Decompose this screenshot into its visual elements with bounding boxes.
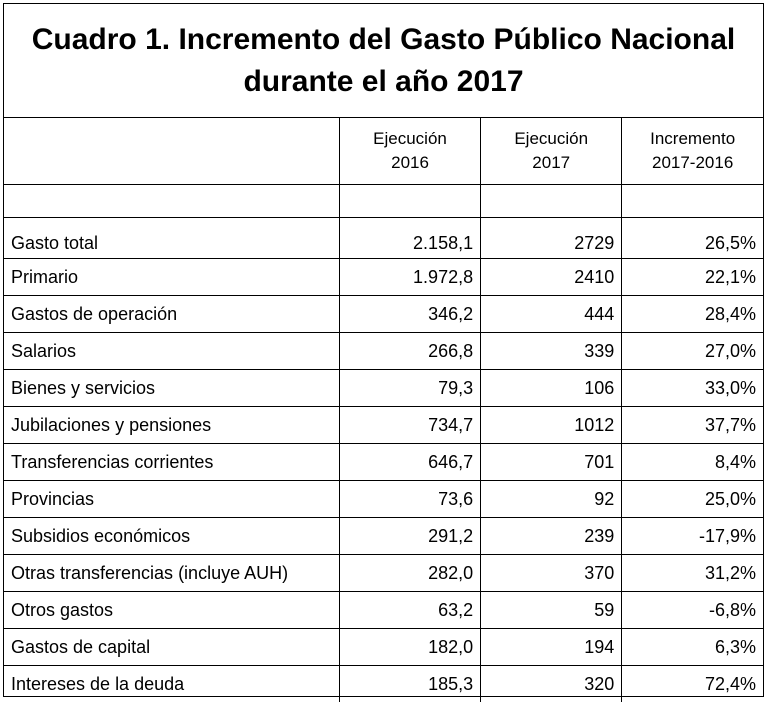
value-2016: 282,0 bbox=[339, 555, 480, 592]
increment-value: 33,0% bbox=[622, 370, 763, 407]
value-2017: 239 bbox=[481, 518, 622, 555]
value-2017: 339 bbox=[481, 333, 622, 370]
value-2017: 2410 bbox=[481, 259, 622, 296]
row-label: Primario bbox=[4, 259, 339, 296]
table-row bbox=[4, 259, 763, 296]
header-ejecucion-2017: Ejecución 2017 bbox=[481, 118, 622, 185]
increment-value: 25,0% bbox=[622, 481, 763, 518]
table-row bbox=[4, 333, 763, 370]
increment-value: -17,9% bbox=[622, 518, 763, 555]
table-title bbox=[4, 4, 763, 118]
table-row bbox=[4, 629, 763, 666]
row-label: Jubilaciones y pensiones bbox=[4, 407, 339, 444]
header-incremento: Incremento 2017-2016 bbox=[622, 118, 763, 185]
table-row bbox=[4, 592, 763, 629]
row-label: Intereses de la deuda bbox=[4, 666, 339, 702]
table-row bbox=[4, 218, 763, 259]
table-row bbox=[4, 407, 763, 444]
increment-value: 72,4% bbox=[622, 666, 763, 702]
row-label: Otras transferencias (incluye AUH) bbox=[4, 555, 339, 592]
increment-value: 27,0% bbox=[622, 333, 763, 370]
value-2016: 1.972,8 bbox=[339, 259, 480, 296]
table-row bbox=[4, 444, 763, 481]
value-2017: 106 bbox=[481, 370, 622, 407]
row-label: Provincias bbox=[4, 481, 339, 518]
value-2016: 646,7 bbox=[339, 444, 480, 481]
increment-value: 8,4% bbox=[622, 444, 763, 481]
table-row bbox=[4, 296, 763, 333]
value-2016: 182,0 bbox=[339, 629, 480, 666]
data-table bbox=[4, 118, 763, 702]
title-line-2: durante el año 2017 bbox=[243, 64, 524, 98]
value-2016: 346,2 bbox=[339, 296, 480, 333]
spending-table bbox=[3, 3, 764, 697]
title-line-1: Cuadro 1. Incremento del Gasto Público Nacional bbox=[31, 22, 736, 56]
table-row bbox=[4, 481, 763, 518]
value-2016: 291,2 bbox=[339, 518, 480, 555]
value-2016: 73,6 bbox=[339, 481, 480, 518]
table-row bbox=[4, 555, 763, 592]
increment-value: 28,4% bbox=[622, 296, 763, 333]
value-2017: 59 bbox=[481, 592, 622, 629]
row-label: Transferencias corrientes bbox=[4, 444, 339, 481]
row-label: Gastos de capital bbox=[4, 629, 339, 666]
value-2017: 370 bbox=[481, 555, 622, 592]
row-label: Bienes y servicios bbox=[4, 370, 339, 407]
increment-value: 37,7% bbox=[622, 407, 763, 444]
row-label: Gastos de operación bbox=[4, 296, 339, 333]
value-2016: 79,3 bbox=[339, 370, 480, 407]
value-2017: 444 bbox=[481, 296, 622, 333]
row-label: Subsidios económicos bbox=[4, 518, 339, 555]
row-label: Otros gastos bbox=[4, 592, 339, 629]
value-2017: 701 bbox=[481, 444, 622, 481]
increment-value: 31,2% bbox=[622, 555, 763, 592]
value-2016: 63,2 bbox=[339, 592, 480, 629]
value-2016: 734,7 bbox=[339, 407, 480, 444]
value-2017: 194 bbox=[481, 629, 622, 666]
value-2016: 266,8 bbox=[339, 333, 480, 370]
value-2017: 92 bbox=[481, 481, 622, 518]
table-row bbox=[4, 370, 763, 407]
header-row bbox=[4, 118, 763, 185]
increment-value: 6,3% bbox=[622, 629, 763, 666]
value-2016: 185,3 bbox=[339, 666, 480, 702]
increment-value: 26,5% bbox=[622, 218, 763, 259]
row-label: Gasto total bbox=[4, 218, 339, 259]
header-ejecucion-2016: Ejecución 2016 bbox=[339, 118, 480, 185]
table-row bbox=[4, 666, 763, 702]
value-2016: 2.158,1 bbox=[339, 218, 480, 259]
value-2017: 1012 bbox=[481, 407, 622, 444]
value-2017: 2729 bbox=[481, 218, 622, 259]
header-label-cell bbox=[4, 118, 339, 185]
value-2017: 320 bbox=[481, 666, 622, 702]
spacer-row bbox=[4, 185, 763, 218]
increment-value: -6,8% bbox=[622, 592, 763, 629]
increment-value: 22,1% bbox=[622, 259, 763, 296]
row-label: Salarios bbox=[4, 333, 339, 370]
table-row bbox=[4, 518, 763, 555]
